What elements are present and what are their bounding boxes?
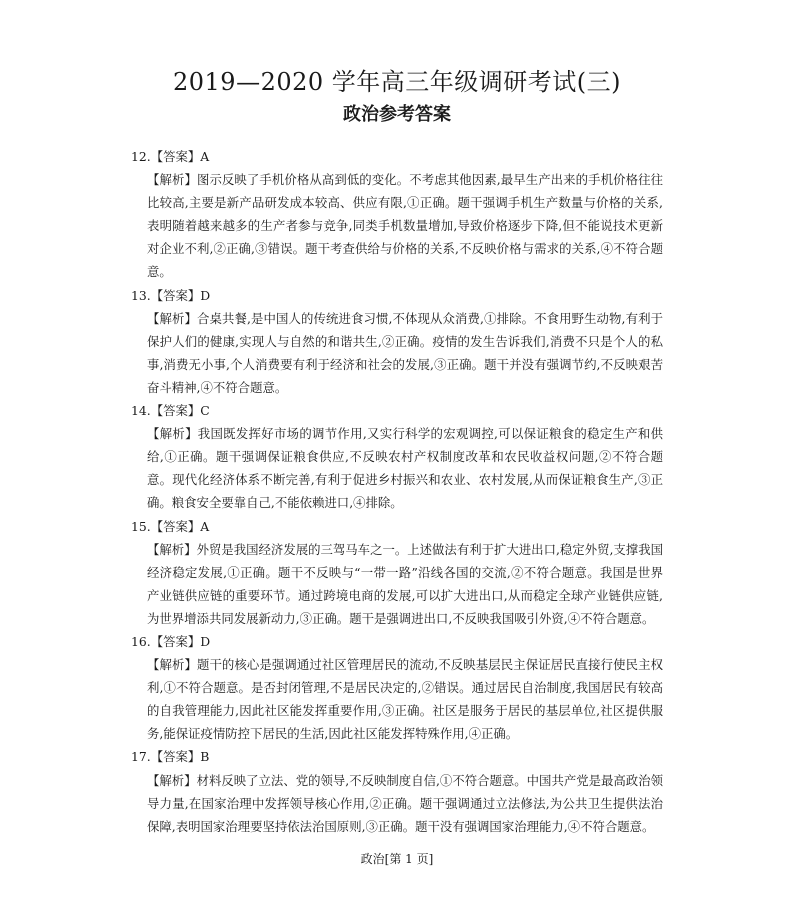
question-block-17 [133,745,663,837]
question-analysis: 【解析】图示反映了手机价格从高到低的变化。不考虑其他因素,最早生产出来的手机价格往往比较高,主要是新产品研发成本较高、供应有限,①正确。题干强调手机生产数量与价格的关系,表明随着越来越多的生产者参与竞争,同类手机数量增加,导致价格逐步下降,但不能说技术更新对企业不利,②正确,③错误。题干考查供给与价格的关系,不反映价格与需求的关系,④不符合题意。 [147,172,663,280]
question-answer: 16.【答案】D [131,633,211,649]
question-answer: 13.【答案】D [131,287,211,303]
question-answer: 15.【答案】A [131,518,210,534]
question-block-13 [133,284,663,399]
question-analysis: 【解析】我国既发挥好市场的调节作用,又实行科学的宏观调控,可以保证粮食的稳定生产和供给,①正确。题干强调保证粮食供应,不反映农村产权制度改革和农民收益权问题,②不符合题意。现代化经济体系不断完善,有利于促进乡村振兴和农业、农村发展,从而保证粮食生产,③正确。粮食安全要靠自己,不能依赖进口,④排除。 [147,426,663,511]
question-analysis: 【解析】题干的核心是强调通过社区管理居民的流动,不反映基层民主保证居民直接行使民主权利,①不符合题意。是否封闭管理,不是居民决定的,②错误。通过居民自治制度,我国居民有较高的自我管理能力,因此社区能发挥重要作用,③正确。社区是服务于居民的基层单位,社区提供服务,能保证疫情防控下居民的生活,因此社区能发挥特殊作用,④正确。 [147,657,663,742]
question-answer: 14.【答案】C [131,403,210,419]
question-block-16 [133,630,663,745]
question-block-12 [133,145,663,284]
answer-list [133,145,663,838]
question-answer: 17.【答案】B [131,749,210,765]
page-footer: 政治[第 1 页] [360,852,434,866]
question-block-14 [133,399,663,514]
question-analysis: 【解析】合桌共餐,是中国人的传统进食习惯,不体现从众消费,①排除。不食用野生动物,有利于保护人们的健康,实现人与自然的和谐共生,②正确。疫情的发生告诉我们,消费不只是个人的私事,消费无小事,个人消费要有利于经济和社会的发展,③正确。题干并没有强调节约,不反映艰苦奋斗精神,④不符合题意。 [147,310,663,395]
question-analysis: 【解析】外贸是我国经济发展的三驾马车之一。上述做法有利于扩大进出口,稳定外贸,支撑我国经济稳定发展,①正确。题干不反映与“一带一路”沿线各国的交流,②不符合题意。我国是世界产业链供应链的重要环节。通过跨境电商的发展,可以扩大进出口,从而稳定全球产业链供应链,为世界增添共同发展新动力,③正确。题干是强调进出口,不反映我国吸引外资,④不符合题意。 [147,541,663,626]
page-title: 2019—2020 学年高三年级调研考试(三) [172,68,621,96]
question-block-15 [133,515,663,630]
question-analysis: 【解析】材料反映了立法、党的领导,不反映制度自信,①不符合题意。中国共产党是最高政治领导力量,在国家治理中发挥领导核心作用,②正确。题干强调通过立法修法,为公共卫生提供法治保障,表明国家治理要坚持依法治国原则,③正确。题干没有强调国家治理能力,④不符合题意。 [147,772,663,834]
page-subtitle: 政治参考答案 [343,104,451,125]
question-answer: 12.【答案】A [131,149,210,164]
